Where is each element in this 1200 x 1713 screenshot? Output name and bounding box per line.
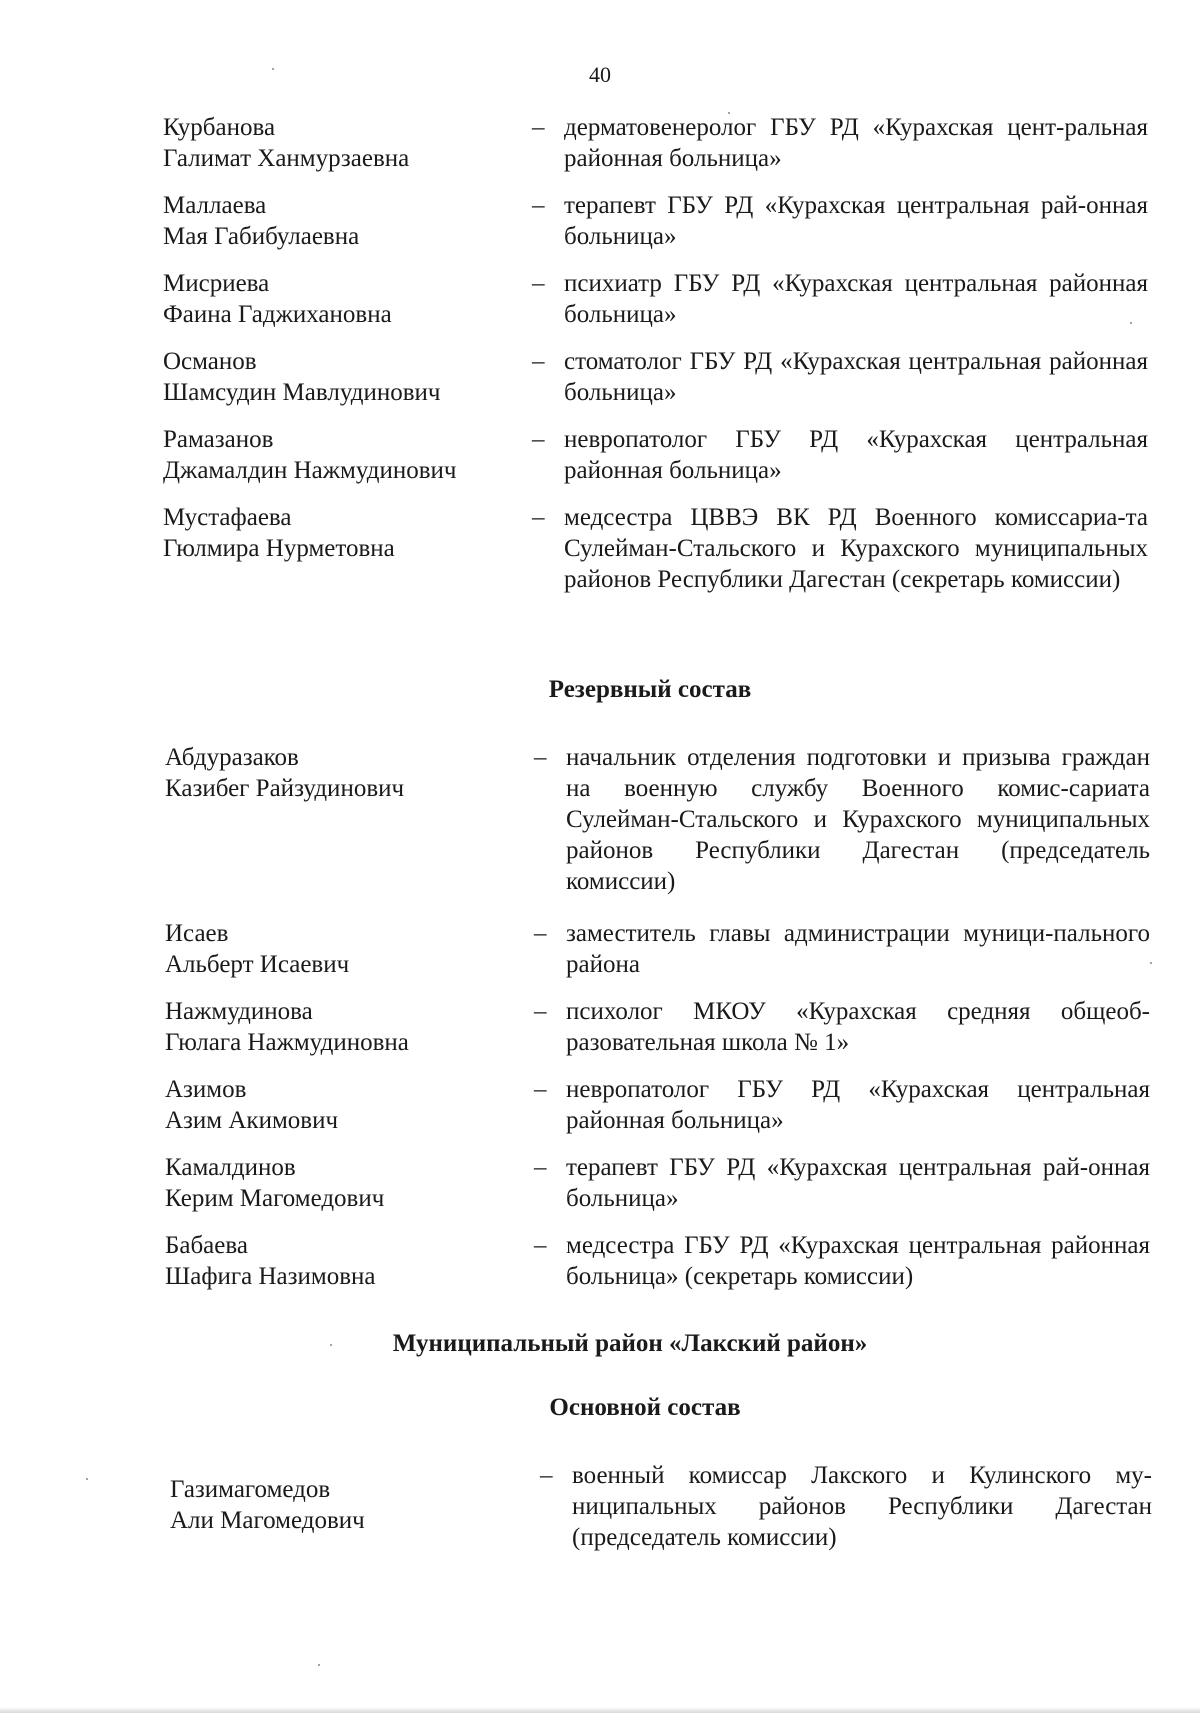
scan-speck <box>1150 962 1152 964</box>
dash: – <box>540 1462 553 1489</box>
member-given-names: Гюлага Нажмудиновна <box>165 1029 409 1056</box>
member-position: терапевт ГБУ РД «Курахская центральная рай-онная больница» <box>566 1154 1150 1212</box>
member-position: стоматолог ГБУ РД «Курахская центральная районная больница» <box>564 348 1148 406</box>
dash: – <box>532 348 545 375</box>
member-given-names: Фаина Гаджихановна <box>163 301 392 328</box>
scan-speck <box>1130 322 1132 324</box>
dash: – <box>534 1232 547 1259</box>
dash: – <box>534 1076 547 1103</box>
scan-speck <box>728 112 730 114</box>
member-surname: Рамазанов <box>163 426 274 453</box>
member-surname: Камалдинов <box>165 1154 296 1181</box>
member-given-names: Галимат Ханмурзаевна <box>163 145 410 172</box>
scan-bottom-edge <box>0 1707 1200 1713</box>
district-heading: Муниципальный район «Лакский район» <box>392 1330 868 1357</box>
member-name <box>163 190 493 252</box>
member-surname: Курбанова <box>163 114 276 141</box>
member-surname: Азимов <box>165 1076 247 1103</box>
member-surname: Маллаева <box>163 192 267 219</box>
reserve-composition-heading: Резервный состав <box>548 676 752 703</box>
member-given-names: Шафига Назимовна <box>165 1263 376 1290</box>
member-name <box>163 268 493 330</box>
member-surname: Османов <box>163 348 257 375</box>
member-name <box>163 112 493 174</box>
member-name <box>165 742 495 804</box>
main-composition-heading: Основной состав <box>549 1394 741 1421</box>
member-name <box>165 1074 495 1136</box>
member-name <box>170 1474 500 1536</box>
member-position: заместитель главы администрации муници-пального района <box>566 920 1150 978</box>
member-position: невропатолог ГБУ РД «Курахская центральная районная больница» <box>566 1076 1150 1134</box>
dash: – <box>532 114 545 141</box>
member-surname: Абдуразаков <box>165 744 299 771</box>
member-name <box>163 346 493 408</box>
dash: – <box>534 920 547 947</box>
member-surname: Газимагомедов <box>170 1476 331 1503</box>
member-name <box>163 424 493 486</box>
scan-speck <box>86 1478 88 1480</box>
member-position: психолог МКОУ «Курахская средняя общеоб-разовательная школа № 1» <box>566 998 1150 1056</box>
dash: – <box>532 270 545 297</box>
member-name <box>165 1152 495 1214</box>
scan-speck <box>272 68 274 70</box>
scan-speck <box>318 1664 320 1666</box>
member-position: психиатр ГБУ РД «Курахская центральная районная больница» <box>564 270 1148 328</box>
member-position: медсестра ЦВВЭ ВК РД Военного комиссариа-та Сулейман-Стальского и Курахского муниципальных районов Республики Дагестан (секретарь комиссии) <box>564 504 1148 593</box>
member-position: дерматовенеролог ГБУ РД «Курахская цент-ральная районная больница» <box>564 114 1148 172</box>
member-surname: Исаев <box>165 920 229 947</box>
member-position: медсестра ГБУ РД «Курахская центральная районная больница» (секретарь комиссии) <box>566 1232 1150 1290</box>
member-given-names: Казибег Райзудинович <box>165 775 405 802</box>
member-position: терапевт ГБУ РД «Курахская центральная рай-онная больница» <box>564 192 1148 250</box>
member-surname: Мисриева <box>163 270 270 297</box>
dash: – <box>534 744 547 771</box>
member-given-names: Джамалдин Нажмудинович <box>163 457 457 484</box>
member-given-names: Али Магомедович <box>170 1507 365 1534</box>
dash: – <box>534 1154 547 1181</box>
member-given-names: Керим Магомедович <box>165 1185 385 1212</box>
member-position: военный комиссар Лакского и Кулинского му-ниципальных районов Республики Дагестан (председатель комиссии) <box>572 1462 1152 1551</box>
page-number: 40 <box>589 62 611 87</box>
member-surname: Нажмудинова <box>165 998 313 1025</box>
member-position: начальник отделения подготовки и призыва граждан на военную службу Военного комис-сариата Сулейман-Стальского и Курахского муниципальных районов Республики Дагестан (председатель комиссии) <box>566 744 1150 895</box>
scan-speck <box>330 1344 332 1346</box>
member-name <box>163 502 493 564</box>
member-name <box>165 996 495 1058</box>
member-name <box>165 1230 495 1292</box>
member-given-names: Альберт Исаевич <box>165 951 350 978</box>
member-given-names: Гюлмира Нурметовна <box>163 535 395 562</box>
member-given-names: Азим Акимович <box>165 1107 339 1134</box>
dash: – <box>532 504 545 531</box>
dash: – <box>532 426 545 453</box>
dash: – <box>534 998 547 1025</box>
member-name <box>165 918 495 980</box>
member-position: невропатолог ГБУ РД «Курахская центральная районная больница» <box>564 426 1148 484</box>
dash: – <box>532 192 545 219</box>
member-given-names: Шамсудин Мавлудинович <box>163 379 441 406</box>
member-surname: Мустафаева <box>163 504 292 531</box>
member-given-names: Мая Габибулаевна <box>163 223 360 250</box>
member-surname: Бабаева <box>165 1232 248 1259</box>
